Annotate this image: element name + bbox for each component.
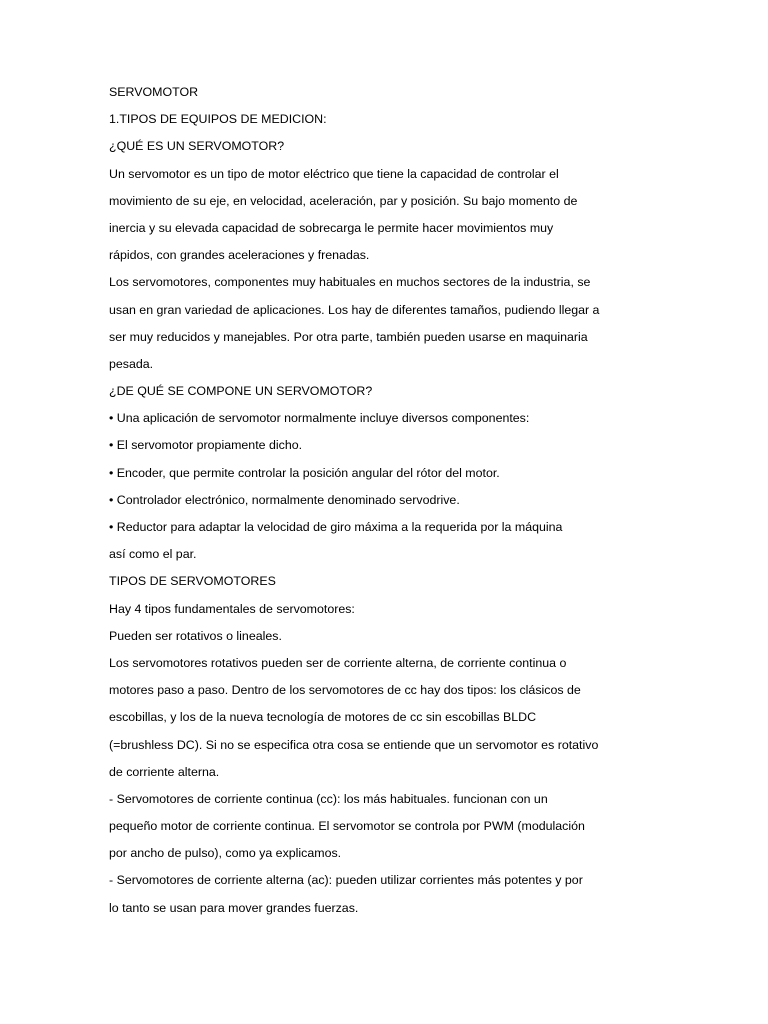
text-line: Un servomotor es un tipo de motor eléctrico que tiene la capacidad de controlar el [109, 166, 559, 181]
question-heading: ¿QUÉ ES UN SERVOMOTOR? [109, 139, 285, 154]
bullet-item: • Encoder, que permite controlar la posición angular del rótor del motor. [109, 465, 500, 480]
text-line: - Servomotores de corriente alterna (ac): pueden utilizar corrientes más potentes y por [109, 873, 583, 888]
text-line: de corriente alterna. [109, 764, 220, 779]
text-line: Los servomotores, componentes muy habituales en muchos sectores de la industria, se [109, 275, 591, 290]
text-line: movimiento de su eje, en velocidad, aceleración, par y posición. Su bajo momento de [109, 193, 578, 208]
text-line: Los servomotores rotativos pueden ser de corriente alterna, de corriente continua o [109, 655, 567, 670]
text-line: por ancho de pulso), como ya explicamos. [109, 846, 342, 861]
text-line: pesada. [109, 356, 154, 371]
doc-title: SERVOMOTOR [109, 85, 199, 99]
text-line: pequeño motor de corriente continua. El servomotor se controla por PWM (modulación [109, 819, 585, 834]
question-heading: ¿DE QUÉ SE COMPONE UN SERVOMOTOR? [109, 384, 373, 399]
text-line: - Servomotores de corriente continua (cc): los más habituales. funcionan con un [109, 791, 548, 806]
text-line: escobillas, y los de la nueva tecnología de motores de cc sin escobillas BLDC [109, 710, 537, 725]
section-heading: 1.TIPOS DE EQUIPOS DE MEDICION: [109, 112, 327, 127]
text-line: ser muy reducidos y manejables. Por otra parte, también pueden usarse en maquinaria [109, 329, 588, 344]
section-heading: TIPOS DE SERVOMOTORES [109, 574, 276, 589]
bullet-item: • El servomotor propiamente dicho. [109, 438, 303, 453]
bullet-item: • Una aplicación de servomotor normalmente incluye diversos componentes: [109, 411, 530, 426]
text-line: así como el par. [109, 547, 197, 562]
bullet-item: • Reductor para adaptar la velocidad de giro máxima a la requerida por la máquina [109, 520, 563, 534]
text-line: (=brushless DC). Si no se especifica otra cosa se entiende que un servomotor es rotativo [109, 737, 599, 752]
text-line: lo tanto se usan para mover grandes fuerzas. [109, 900, 359, 915]
text-line: Pueden ser rotativos o lineales. [109, 628, 282, 643]
bullet-item: • Controlador electrónico, normalmente denominado servodrive. [109, 492, 460, 507]
text-line: Hay 4 tipos fundamentales de servomotores: [109, 601, 355, 616]
document-page [109, 83, 649, 926]
text-line: inercia y su elevada capacidad de sobrecarga le permite hacer movimientos muy [109, 220, 554, 235]
text-line: rápidos, con grandes aceleraciones y frenadas. [109, 248, 370, 263]
text-line: usan en gran variedad de aplicaciones. Los hay de diferentes tamaños, pudiendo llegar a [109, 302, 600, 317]
text-line: motores paso a paso. Dentro de los servomotores de cc hay dos tipos: los clásicos de [109, 683, 581, 698]
